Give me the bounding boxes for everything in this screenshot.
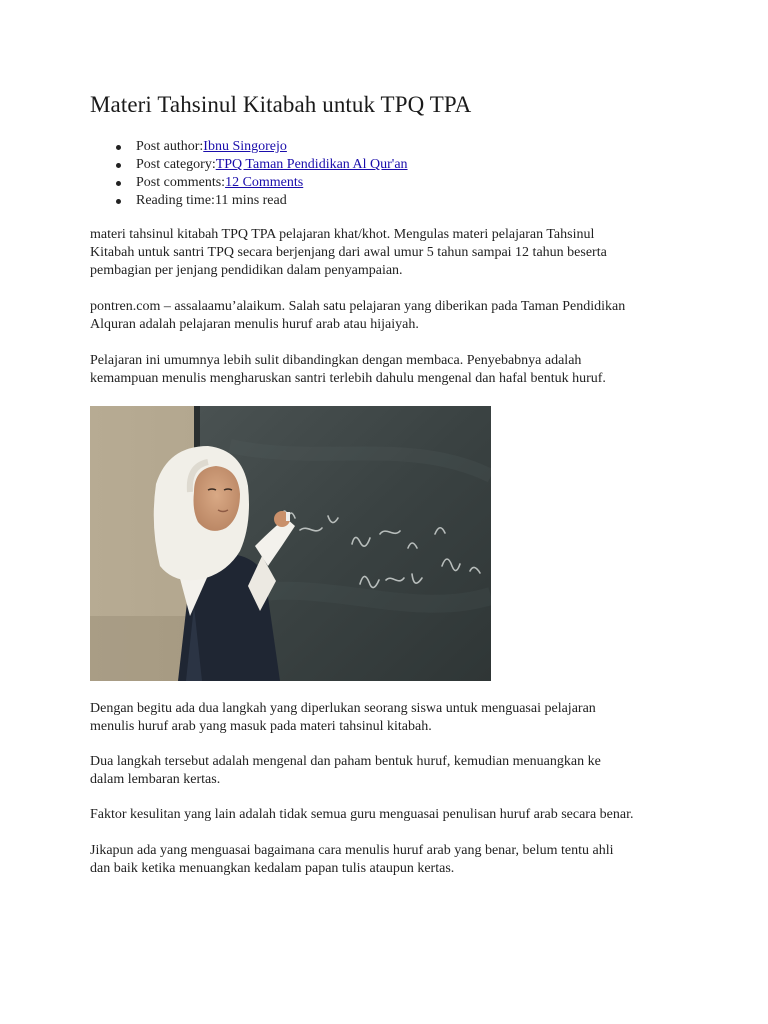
- text-line: Kitabah untuk santri TPQ secara berjenjang dari awal umur 5 tahun sampai 12 tahun beserta: [90, 245, 607, 260]
- text-line: Dua langkah tersebut adalah mengenal dan paham bentuk huruf, kemudian menuangkan ke: [90, 754, 601, 769]
- meta-item-reading-time: [90, 192, 408, 210]
- article-photo: [90, 406, 491, 681]
- text-line: pembagian per jenjang pendidikan dalam penyampaian.: [90, 263, 403, 278]
- text-line: pontren.com – assalaamu’alaikum. Salah satu pelajaran yang diberikan pada Taman Pendidikan: [90, 299, 626, 314]
- body-paragraph: [90, 753, 690, 789]
- text-line: Faktor kesulitan yang lain adalah tidak semua guru menguasai penulisan huruf arab secara benar.: [90, 807, 634, 822]
- meta-label: Post category:: [136, 157, 216, 172]
- text-line: menulis huruf arab yang masuk pada materi tahsinul kitabah.: [90, 719, 432, 734]
- girl-writing-on-chalkboard-photo: [90, 406, 491, 681]
- author-link[interactable]: Ibnu Singorejo: [203, 139, 287, 154]
- page-title: Materi Tahsinul Kitabah untuk TPQ TPA: [90, 92, 472, 117]
- body-paragraph: [90, 298, 690, 334]
- post-meta-list: [90, 138, 408, 210]
- meta-item-comments: [90, 174, 408, 192]
- text-line: kemampuan menulis mengharuskan santri terlebih dahulu mengenal dan hafal bentuk huruf.: [90, 371, 606, 386]
- bullet-icon: [116, 181, 121, 186]
- comments-link[interactable]: 12 Comments: [225, 175, 304, 190]
- body-paragraph: [90, 700, 690, 736]
- meta-item-author: [90, 138, 408, 156]
- text-line: dan baik ketika menuangkan kedalam papan tulis ataupun kertas.: [90, 861, 455, 876]
- body-paragraph: [90, 806, 690, 824]
- meta-item-category: [90, 156, 408, 174]
- intro-paragraph: [90, 226, 690, 280]
- text-line: Pelajaran ini umumnya lebih sulit dibandingkan dengan membaca. Penyebabnya adalah: [90, 353, 582, 368]
- text-line: dalam lembaran kertas.: [90, 772, 221, 787]
- text-line: Alquran adalah pelajaran menulis huruf arab atau hijaiyah.: [90, 317, 419, 332]
- text-line: Jikapun ada yang menguasai bagaimana cara menulis huruf arab yang benar, belum tentu ahli: [90, 843, 614, 858]
- meta-label: Reading time:: [136, 193, 215, 208]
- body-paragraph: [90, 352, 690, 388]
- reading-time-value: 11 mins read: [214, 193, 287, 208]
- bullet-icon: [116, 199, 121, 204]
- bullet-icon: [116, 163, 121, 168]
- category-link[interactable]: TPQ Taman Pendidikan Al Qur'an: [215, 157, 408, 172]
- body-paragraph: [90, 842, 690, 878]
- text-line: Dengan begitu ada dua langkah yang diperlukan seorang siswa untuk menguasai pelajaran: [90, 701, 596, 716]
- text-line: materi tahsinul kitabah TPQ TPA pelajaran khat/khot. Mengulas materi pelajaran Tahsinul: [90, 227, 595, 242]
- bullet-icon: [116, 145, 121, 150]
- meta-label: Post comments:: [136, 175, 226, 190]
- meta-label: Post author:: [136, 139, 204, 154]
